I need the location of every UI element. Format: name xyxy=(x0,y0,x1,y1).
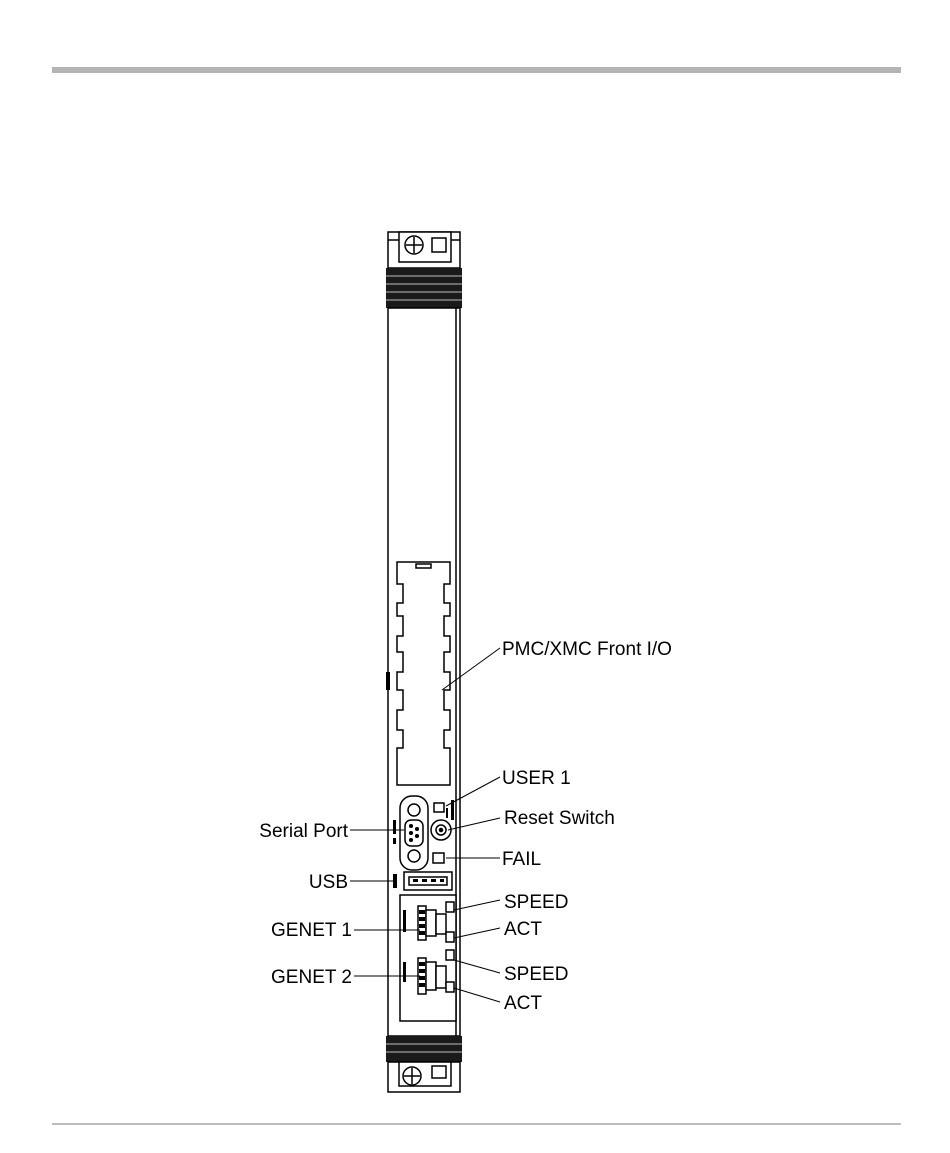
label-speed-2: SPEED xyxy=(504,964,569,985)
label-pmc-xmc-front-io: PMC/XMC Front I/O xyxy=(502,639,672,660)
label-speed-1: SPEED xyxy=(504,892,569,913)
label-act-2: ACT xyxy=(504,993,542,1014)
bottom-ejector-handle xyxy=(386,1036,462,1092)
top-screw-icon xyxy=(405,236,423,254)
label-genet2: GENET 2 xyxy=(271,967,352,988)
label-user1: USER 1 xyxy=(502,768,571,789)
genet1-speed-led xyxy=(446,902,454,912)
fail-led xyxy=(433,853,444,863)
label-usb: USB xyxy=(308,872,348,893)
user1-led xyxy=(434,803,444,812)
top-ejector-handle xyxy=(386,232,462,308)
genet1-act-led xyxy=(446,932,454,942)
label-reset-switch: Reset Switch xyxy=(504,808,615,829)
bottom-screw-icon xyxy=(403,1067,421,1085)
pmc-xmc-front-io-cutout xyxy=(397,562,450,785)
label-serial-port: Serial Port xyxy=(259,821,348,842)
label-act-1: ACT xyxy=(504,919,542,940)
label-genet1: GENET 1 xyxy=(271,920,352,941)
label-fail: FAIL xyxy=(502,849,542,870)
genet2-speed-led xyxy=(446,950,454,960)
serial-port-connector xyxy=(400,796,428,870)
usb-connector xyxy=(404,872,452,890)
genet2-act-led xyxy=(446,982,454,992)
